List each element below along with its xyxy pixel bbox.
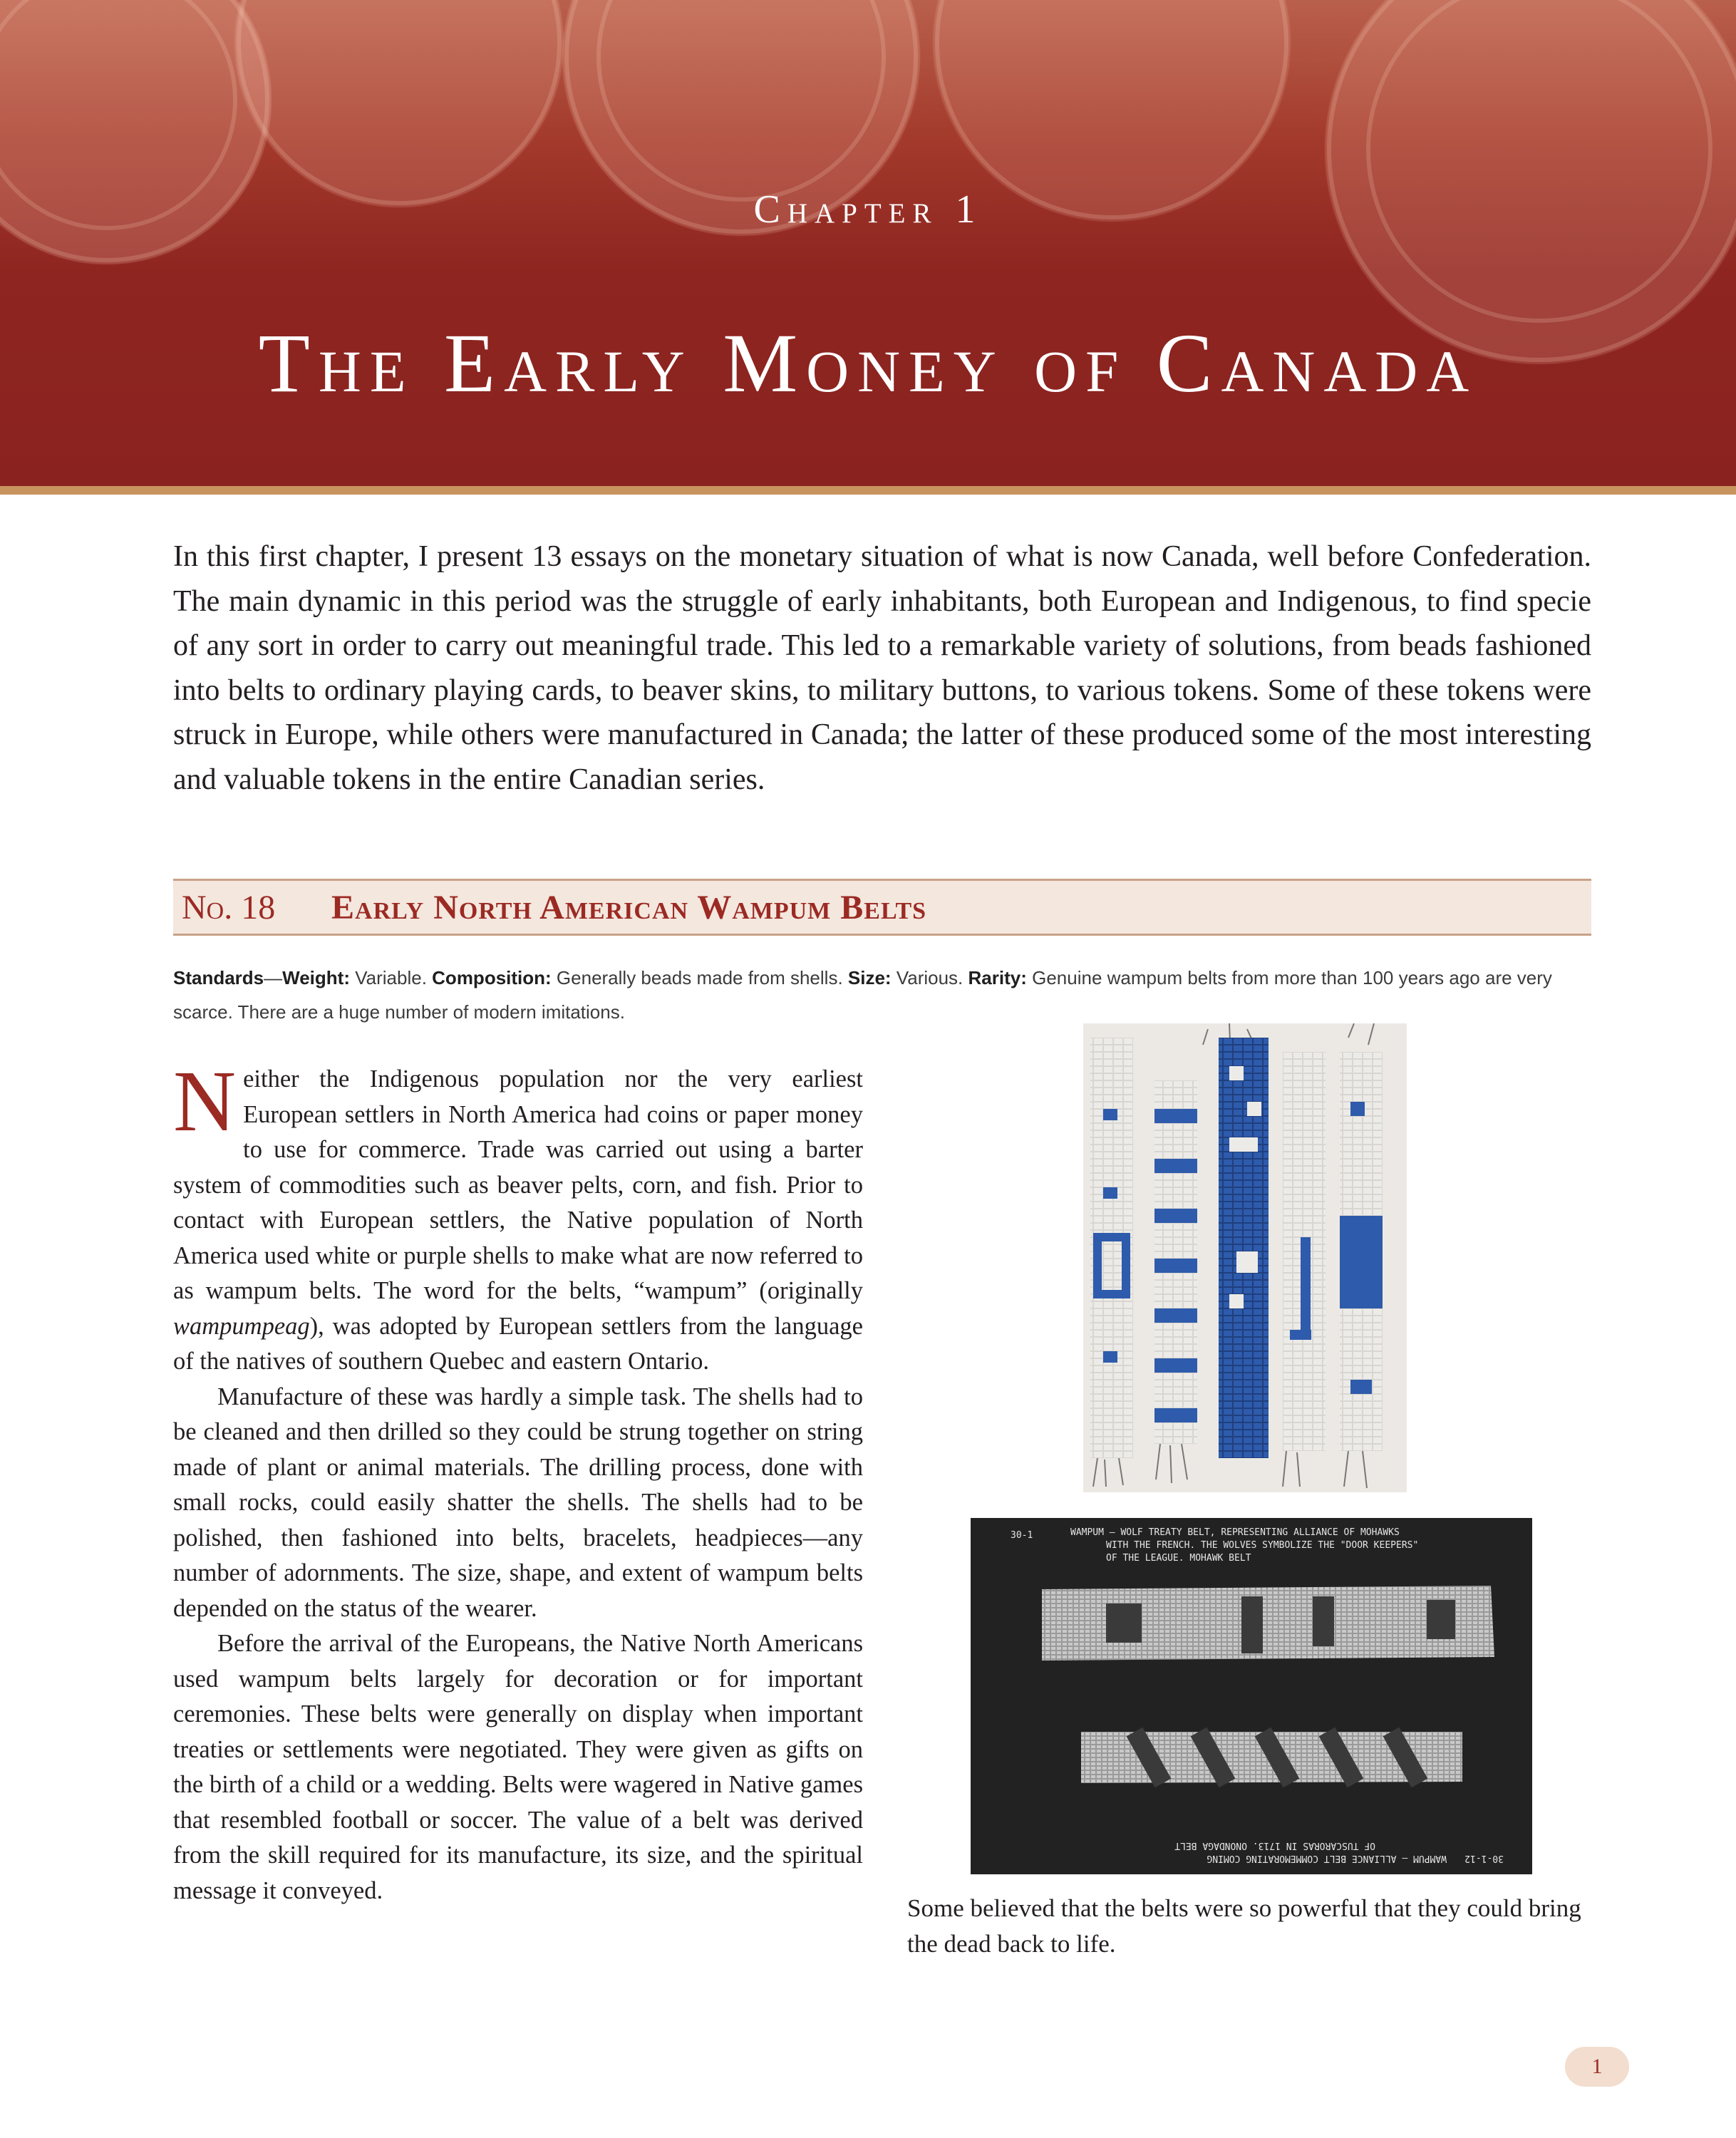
body-paragraph-1-text: either the Indigenous population nor the very earliest European settlers in North America had coins or paper money to use for commerce. Trade was carried out using a barter system of commodities such as beaver pelts, corn, and fish. Prior to contact with European settlers, the Native population of North America used white or purple shells to make what are now referred to as wampum belts. The word for the belts, “wampum” (originally bbox=[173, 1065, 863, 1304]
size-label: Size: bbox=[847, 967, 892, 988]
page-number: 1 bbox=[1565, 2047, 1629, 2087]
body-paragraph-1-italic: wampumpeag bbox=[173, 1312, 310, 1340]
weight-value: Variable. bbox=[355, 967, 427, 988]
section-number: No. 18 bbox=[182, 889, 276, 926]
composition-value: Generally beads made from shells. bbox=[556, 967, 843, 988]
section-heading bbox=[173, 879, 1591, 936]
size-value: Various. bbox=[896, 967, 963, 988]
standards-label: Standards bbox=[173, 967, 264, 988]
standards-dash: — bbox=[264, 967, 283, 988]
section-title: Early North American Wampum Belts bbox=[331, 889, 927, 926]
figure-caption: Some believed that the belts were so powerful that they could bring the dead back to life. bbox=[907, 1894, 1581, 1958]
body-paragraph-2: Manufacture of these was hardly a simple task. The shells had to be cleaned and then drilled so they could be strung together on string made of plant or animal materials. The drilling process, done with small rocks, could easily shatter the shells. The shells had to be polished, then fashioned into belts, bracelets, headpieces—any number of adornments. The size, shape, and extent of wampum belts depended on the status of the wearer. bbox=[173, 1383, 863, 1622]
standards-line bbox=[173, 961, 1591, 1029]
weight-label: Weight: bbox=[282, 967, 350, 988]
photo-corner-label-left: 30-1 bbox=[1011, 1530, 1033, 1541]
wampum-treaty-belts-photo bbox=[971, 1518, 1532, 1874]
photo-label-bottom-2: OF TUSCARORAS IN 1713. ONONDAGA BELT bbox=[1174, 1840, 1375, 1851]
photo-label-top-2: WITH THE FRENCH. THE WOLVES SYMBOLIZE THE "DOOR KEEPERS" bbox=[1106, 1540, 1419, 1551]
body-paragraph-1 bbox=[173, 1053, 863, 1380]
rarity-value: Genuine wampum belts from more than 100 years ago are very scarce. There are a huge number of modern imitations. bbox=[173, 967, 1552, 1023]
chapter-title: The Early Money of Canada bbox=[258, 316, 1478, 410]
photo-label-top-3: OF THE LEAGUE. MOHAWK BELT bbox=[1106, 1553, 1251, 1564]
photo-label-top-1: WAMPUM – WOLF TREATY BELT, REPRESENTING ALLIANCE OF MOHAWKS bbox=[1070, 1527, 1400, 1538]
photo-label-bottom-1: WAMPUM – ALLIANCE BELT COMMEMORATING COMING bbox=[1207, 1853, 1447, 1864]
treaty-belts-illustration bbox=[971, 1518, 1532, 1874]
body-paragraph-3: Before the arrival of the Europeans, the Native North Americans used wampum belts largely for decoration or for important ceremonies. These belts were generally on display when important treaties or settlements were negotiated. They were given as gifts on the birth of a child or a wedding. Belts were wagered in Native games that resembled football or soccer. The value of a belt was derived from the skill required for its manufacture, its size, and the spiritual message it conveyed. bbox=[173, 1630, 863, 1904]
drop-cap: N bbox=[173, 1053, 237, 1150]
photo-corner-label-right: 30-1-12 bbox=[1464, 1853, 1504, 1864]
coin-background-art bbox=[0, 0, 1736, 495]
wampum-belts-photo bbox=[1083, 1023, 1407, 1492]
chapter-label: Chapter 1 bbox=[753, 187, 983, 232]
composition-label: Composition: bbox=[432, 967, 552, 988]
body-paragraph-1-end: ), was adopted by European settlers from the language of the natives of southern Quebec and eastern Ontario. bbox=[173, 1312, 863, 1375]
banner-rule bbox=[0, 486, 1736, 495]
chapter-banner bbox=[0, 0, 1736, 495]
intro-paragraph: In this first chapter, I present 13 essays on the monetary situation of what is now Canada, well before Confederation. The main dynamic in this period was the struggle of early inhabitants, both European and Indigenous, to find specie of any sort in order to carry out meaningful trade. This led to a remarkable variety of solutions, from beads fashioned into belts to ordinary playing cards, to beaver skins, to military buttons, to various tokens. Some of these tokens were struck in Europe, while others were manufactured in Canada; the latter of these produced some of the most interesting and valuable tokens in the entire Canadian series. bbox=[173, 540, 1591, 796]
rarity-label: Rarity: bbox=[968, 967, 1027, 988]
wampum-belts-illustration bbox=[1083, 1023, 1407, 1492]
body-text-column bbox=[173, 1053, 863, 1909]
